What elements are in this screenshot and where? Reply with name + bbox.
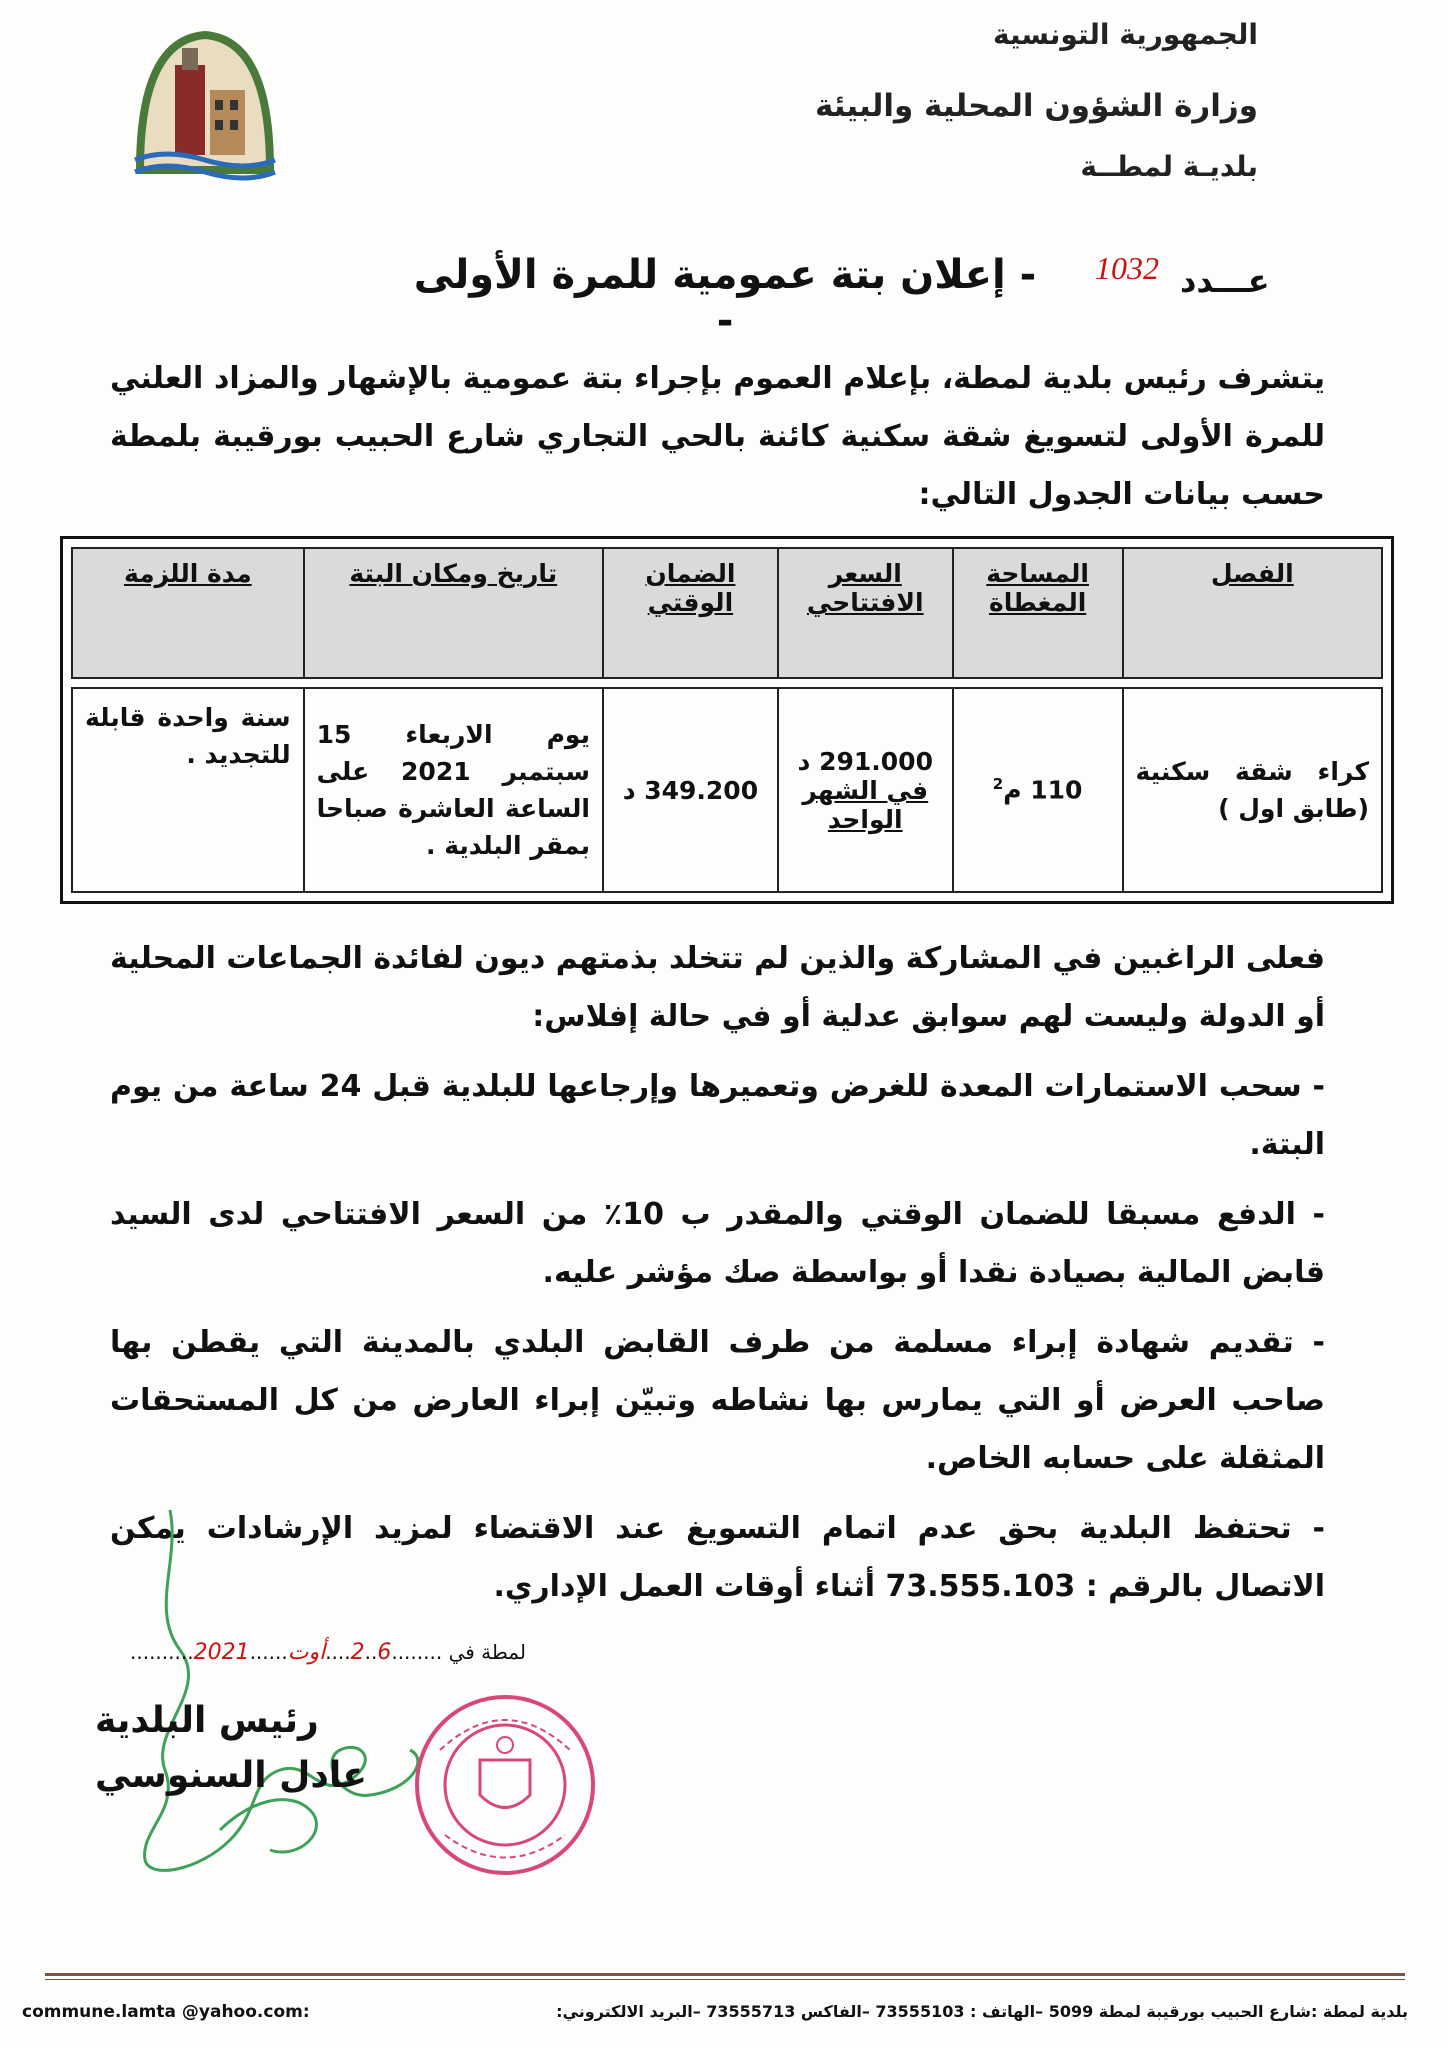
header-republic: الجمهورية التونسية <box>993 18 1258 51</box>
signature-date: لمطة في ........6..2....أوت......2021.......... <box>130 1640 526 1665</box>
condition-item: - سحب الاستمارات المعدة للغرض وتعميرها وإرجاعها للبلدية قبل 24 ساعة من يوم البتة. <box>110 1069 1325 1162</box>
announcement-number: 1032 <box>1095 250 1159 286</box>
cell-area-value: 110 م <box>1003 775 1083 805</box>
cell-area <box>953 688 1123 892</box>
header-date-place: تاريخ ومكان البتة <box>304 548 603 678</box>
footer-rule <box>45 1973 1405 1976</box>
cell-date-place: يوم الاربعاء 15 سبتمبر 2021 على الساعة العاشرة صباحا بمقر البلدية . <box>304 688 603 892</box>
municipality-logo <box>120 20 290 190</box>
bid-table <box>60 536 1394 904</box>
header-municipality: بلديـة لمطــة <box>1080 150 1258 183</box>
condition-item: - تحتفظ البلدية بحق عدم اتمام التسويغ عند الاقتضاء لمزيد الإرشادات يمكن الاتصال بالرقم : 73.555.103 أثناء أوقات العمل الإداري. <box>110 1511 1325 1604</box>
footer-email: commune.lamta @yahoo.com: <box>22 2002 310 2022</box>
signatory-title: رئيس البلدية <box>95 1700 319 1741</box>
header-item: الفصل <box>1123 548 1382 678</box>
date-day: 6 <box>377 1640 392 1665</box>
announcement-number-label: عـــدد <box>1180 262 1270 300</box>
cell-price-value: 291.000 د <box>797 746 933 776</box>
date-month: أوت <box>287 1640 326 1665</box>
cell-price <box>778 688 953 892</box>
cell-guarantee: 349.200 د <box>603 688 778 892</box>
header-ministry: وزارة الشؤون المحلية والبيئة <box>814 88 1258 124</box>
signatory-name: عادل السنوسي <box>95 1755 367 1796</box>
cell-area-sup: 2 <box>992 775 1004 794</box>
cell-item: كراء شقة سكنية (طابق اول ) <box>1123 688 1382 892</box>
announcement-title: - إعلان بتة عمومية للمرة الأولى - <box>413 252 1037 344</box>
footer-address: بلدية لمطة :شارع الحبيب بورقيبة لمطة 5099 –الهاتف : 73555103 –الفاكس 73555713 –البريد الالكتروني: <box>556 2002 1408 2021</box>
condition-item: - الدفع مسبقا للضمان الوقتي والمقدر ب 10٪ من السعر الافتتاحي لدى السيد قابض المالية بصيادة نقدا أو بواسطة صك مؤشر عليه. <box>110 1197 1325 1290</box>
table-header-row <box>72 548 1382 678</box>
conditions-intro: فعلى الراغبين في المشاركة والذين لم تتخلد بذمتهم ديون لفائدة الجماعات المحلية أو الدولة وليست لهم سوابق عدلية أو في حالة إفلاس: <box>110 941 1325 1034</box>
date-year: 2021 <box>193 1640 250 1665</box>
header-area: المساحة المغطاة <box>953 548 1123 678</box>
date-prefix: لمطة في <box>448 1640 526 1664</box>
table-row <box>72 688 1382 892</box>
condition-item: - تقديم شهادة إبراء مسلمة من طرف القابض البلدي بالمدينة التي يقطن بها صاحب العرض أو التي يمارس بها نشاطه وتبيّن إبراء العارض من كل المستحقات المثقلة على حسابه الخاص. <box>110 1325 1325 1476</box>
cell-price-period: في الشهر الواحد <box>802 775 929 834</box>
date-month-num: 2 <box>350 1640 365 1665</box>
official-seal <box>410 1690 600 1880</box>
header-guarantee: الضمان الوقتي <box>603 548 778 678</box>
header-price: السعر الافتتاحي <box>778 548 953 678</box>
header-duration: مدة اللزمة <box>72 548 304 678</box>
intro-paragraph: يتشرف رئيس بلدية لمطة، بإعلام العموم بإجراء بتة عمومية بالإشهار والمزاد العلني للمرة الأولى لتسويغ شقة سكنية كائنة بالحي التجاري شارع الحبيب بورقيبة بلمطة حسب بيانات الجدول التالي: <box>110 361 1325 512</box>
footer-rule-thin <box>45 1979 1405 1980</box>
cell-duration: سنة واحدة قابلة للتجديد . <box>72 688 304 892</box>
